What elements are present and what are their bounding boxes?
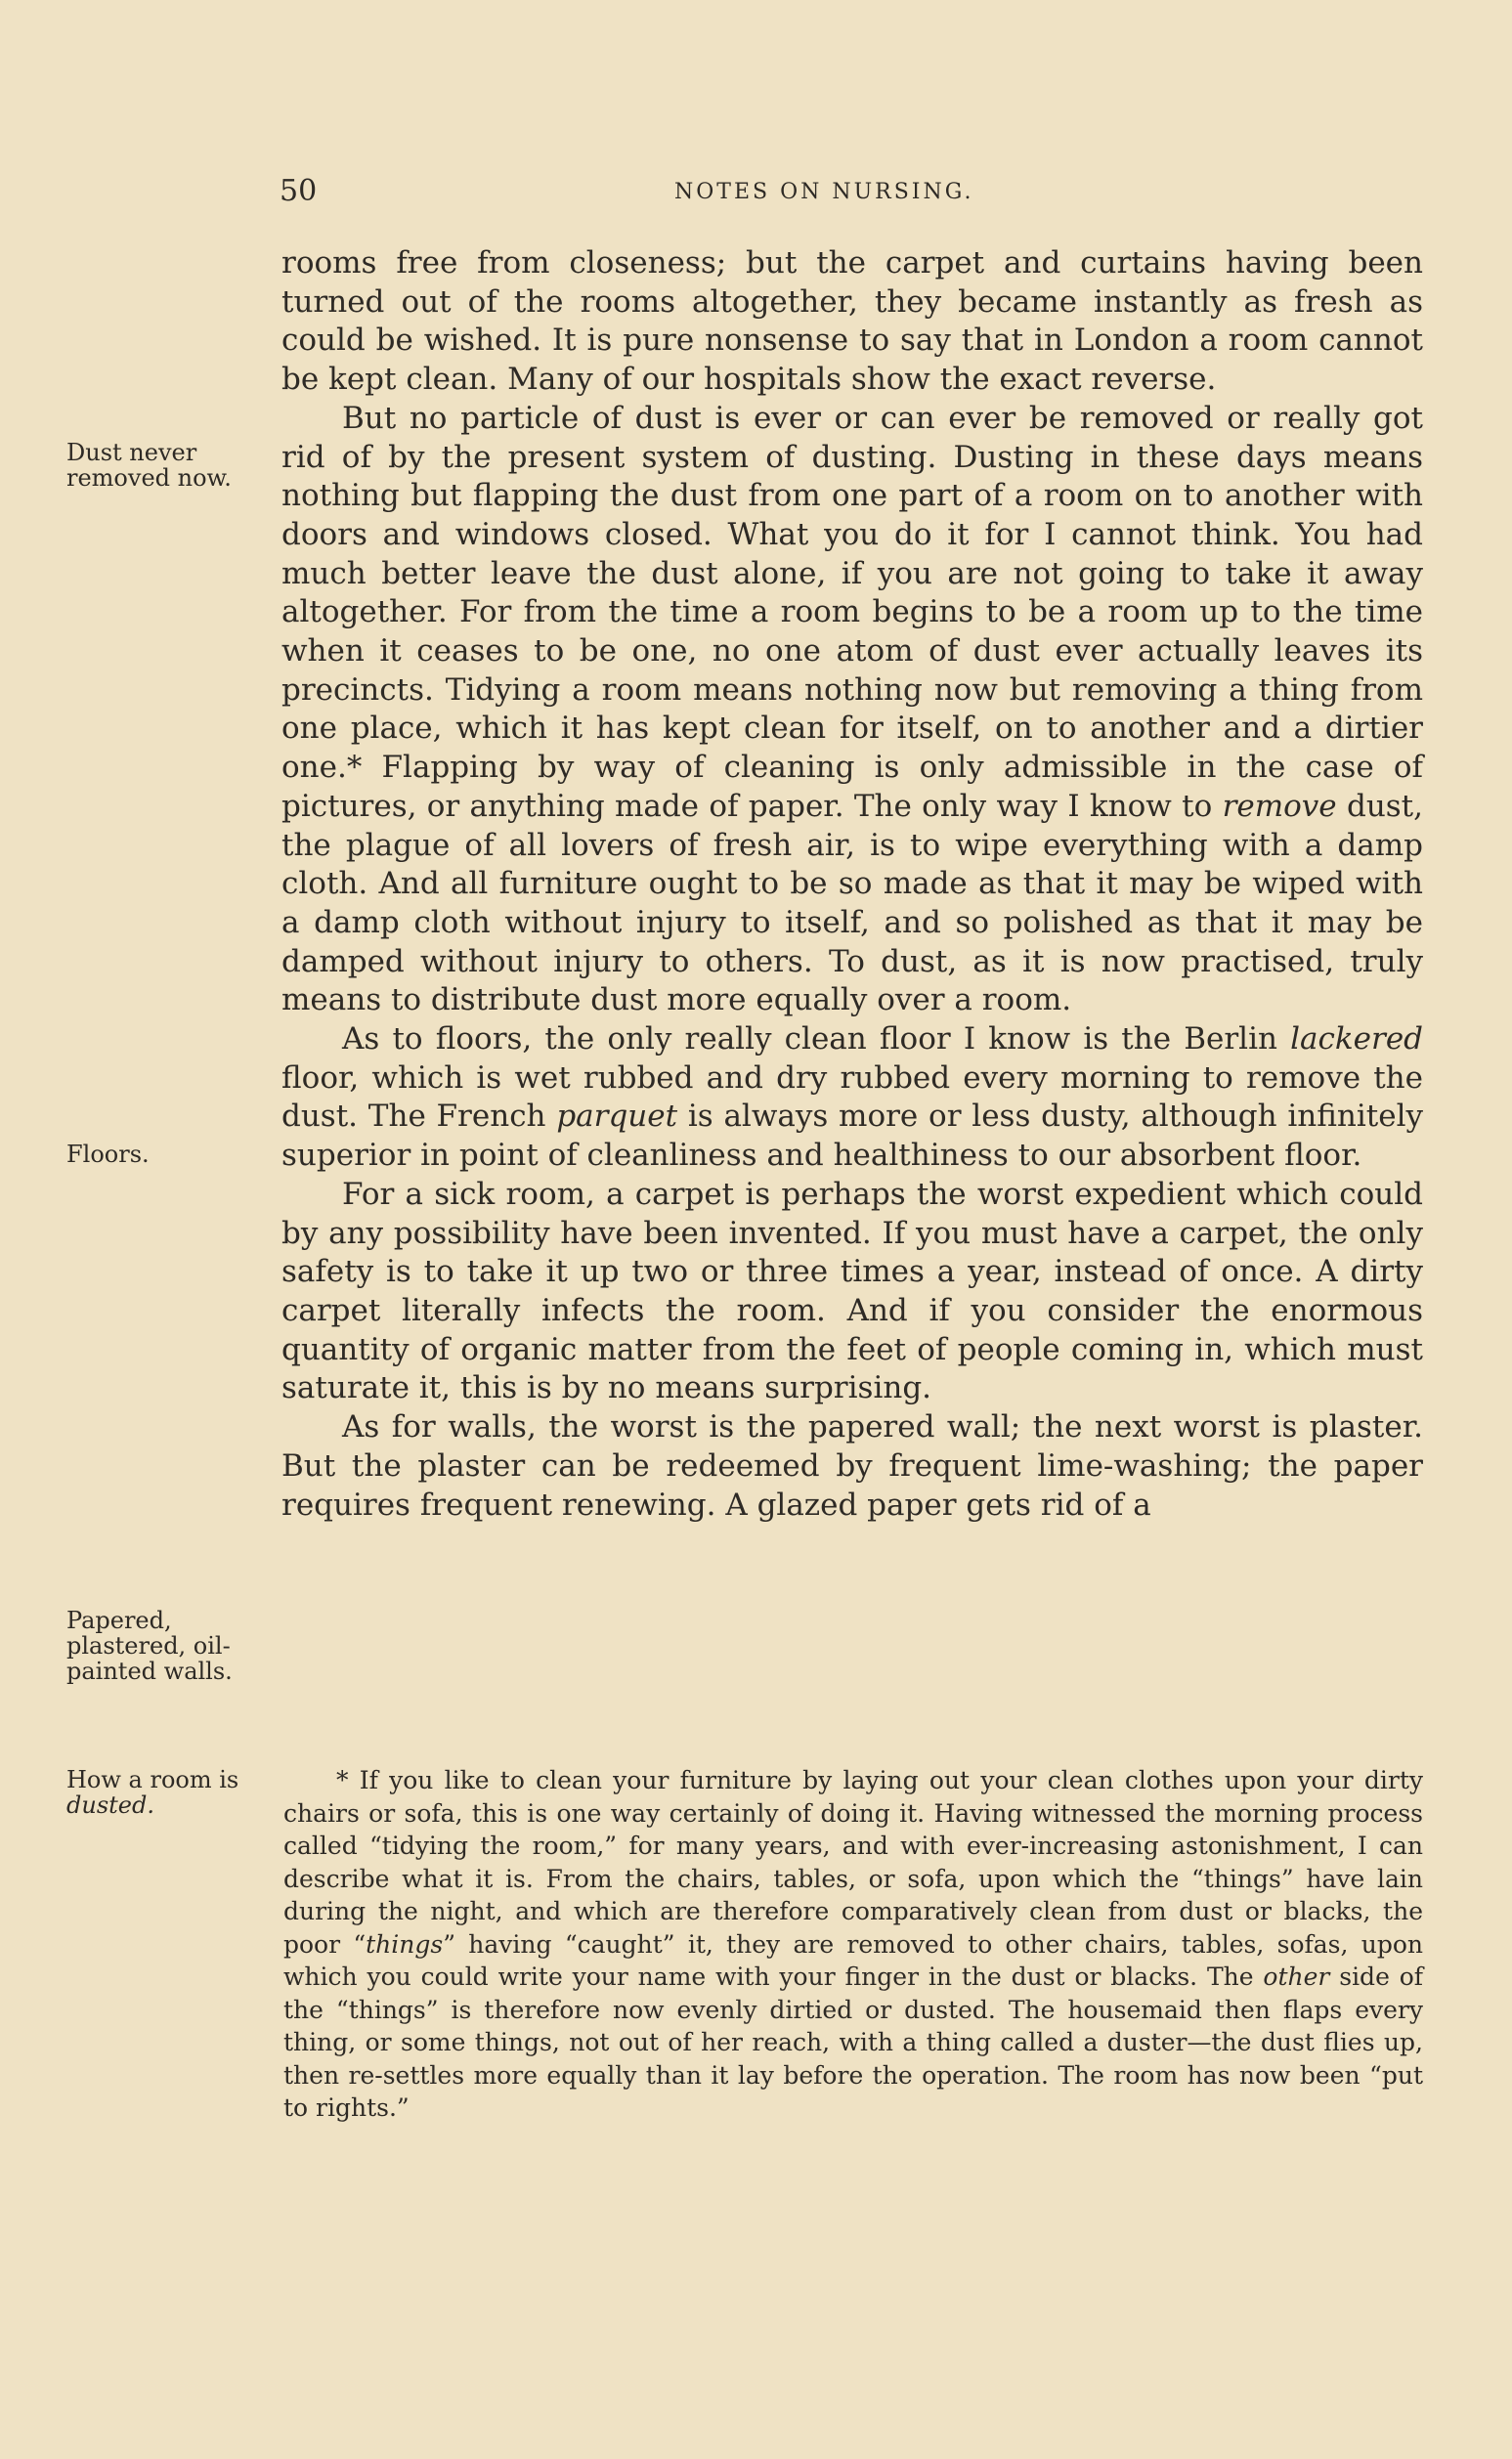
paragraph-floors — [281, 1020, 1423, 1176]
footnote-emphasis-other: other — [1263, 1963, 1330, 1991]
paragraph-dusting-text-a: But no particle of dust is ever or can ever be removed or really got rid of by the present system of dusting. Dusting in these days means nothing but flapping the dust from one part of a room on to another with doors and windows closed. What you do it for I cannot think. You had much better leave the dust alone, if you are not going to take it away altogether. For from the time a room begins to be a room up to the time when it ceases to be one, no one atom of dust ever actually leaves its precincts. Tidying a room means nothing now but removing a thing from one place, which it has kept clean for itself, on to another and a dirtier one.* Flapping by way of cleaning is only admissible in the case of pictures, or anything made of paper. The only way I know to — [281, 400, 1423, 824]
emphasis-remove: remove — [1222, 788, 1337, 824]
body-text — [281, 244, 1423, 1525]
footnote-text-b: ” having “caught” it, they are removed to other chairs, tables, sofas, upon which you could write your name with your finger in the dust or blacks. The — [283, 1929, 1423, 1991]
page-number: 50 — [280, 174, 318, 208]
footnote-emphasis-things: things — [366, 1929, 444, 1959]
paragraph-floors-text-b: floor, which is wet rubbed and dry rubbed every morning to remove the dust. The French — [281, 1059, 1423, 1135]
emphasis-parquet: parquet — [556, 1099, 678, 1135]
margin-note-floors: Floors. — [66, 1141, 150, 1168]
paragraph-floors-text-c: is always more or less dusty, although infinitely superior in point of cleanliness and healthiness to our absorbent floor. — [281, 1099, 1424, 1174]
paragraph-dusting-text-b: dust, the plague of all lovers of fresh air, is to wipe everything with a damp cloth. And all furniture ought to be so made as that it may be wiped with a damp cloth without injury to itself, and so polished as that it may be damped without injury to others. To dust, as it is now practised, truly means to distribute dust more equally over a room. — [281, 788, 1423, 1018]
margin-note-how-room-text: How a room is — [66, 1766, 239, 1793]
emphasis-lackered: lackered — [1290, 1021, 1424, 1057]
margin-note-how-room-dusted — [66, 1767, 277, 1818]
running-title: NOTES ON NURSING. — [674, 180, 974, 204]
paragraph-floors-text-a: As to floors, the only really clean floor I know is the Berlin — [342, 1021, 1277, 1057]
footnote — [283, 1764, 1423, 2125]
margin-note-dusted-text: dusted. — [66, 1791, 154, 1819]
margin-note-dust: Dust never removed now. — [66, 439, 232, 492]
footnote-text-a: * If you like to clean your furniture by laying out your clean clothes upon your dirty chairs or sofa, this is one way certainly of doing it. Having witnessed the morning process called “tidying the room,” for many years, and with ever-increasing astonishment, I can describe what it is. From the chairs, tables, or sofa, upon which the “things” have lain during the night, and which are therefore comparatively clean from dust or blacks, the poor “ — [283, 1766, 1423, 1959]
paragraph-dusting — [281, 400, 1423, 1020]
footnote-text-c: side of the “things” is therefore now evenly dirtied or dusted. The housemaid then flaps every thing, or some things, not out of her reach, with a thing called a duster—the dust flies up, then re-settles more equally than it lay before the operation. The room has now been “put to rights.” — [283, 1963, 1424, 2122]
page-header — [274, 174, 1427, 217]
margin-note-walls: Papered, plastered, oil-painted walls. — [66, 1607, 233, 1685]
paragraph-carpet: For a sick room, a carpet is perhaps the worst expedient which could by any possibility have been invented. If you must have a carpet, the only safety is to take it up two or three times a year, instead of once. A dirty carpet literally infects the room. And if you consider the enormous quantity of organic matter from the feet of people coming in, which must saturate it, this is by no means surprising. — [281, 1176, 1423, 1406]
paragraph-walls: As for walls, the worst is the papered wall; the next worst is plaster. But the plaster can be redeemed by frequent lime-washing; the paper requires frequent renewing. A glazed paper gets rid of a — [281, 1409, 1423, 1523]
footnote-paragraph — [283, 1764, 1423, 2125]
paragraph-closeness: rooms free from closeness; but the carpet and curtains having been turned out of the rooms altogether, they became instantly as fresh as could be wished. It is pure nonsense to say that in London a room cannot be kept clean. Many of our hospitals show the exact reverse. — [281, 245, 1423, 398]
